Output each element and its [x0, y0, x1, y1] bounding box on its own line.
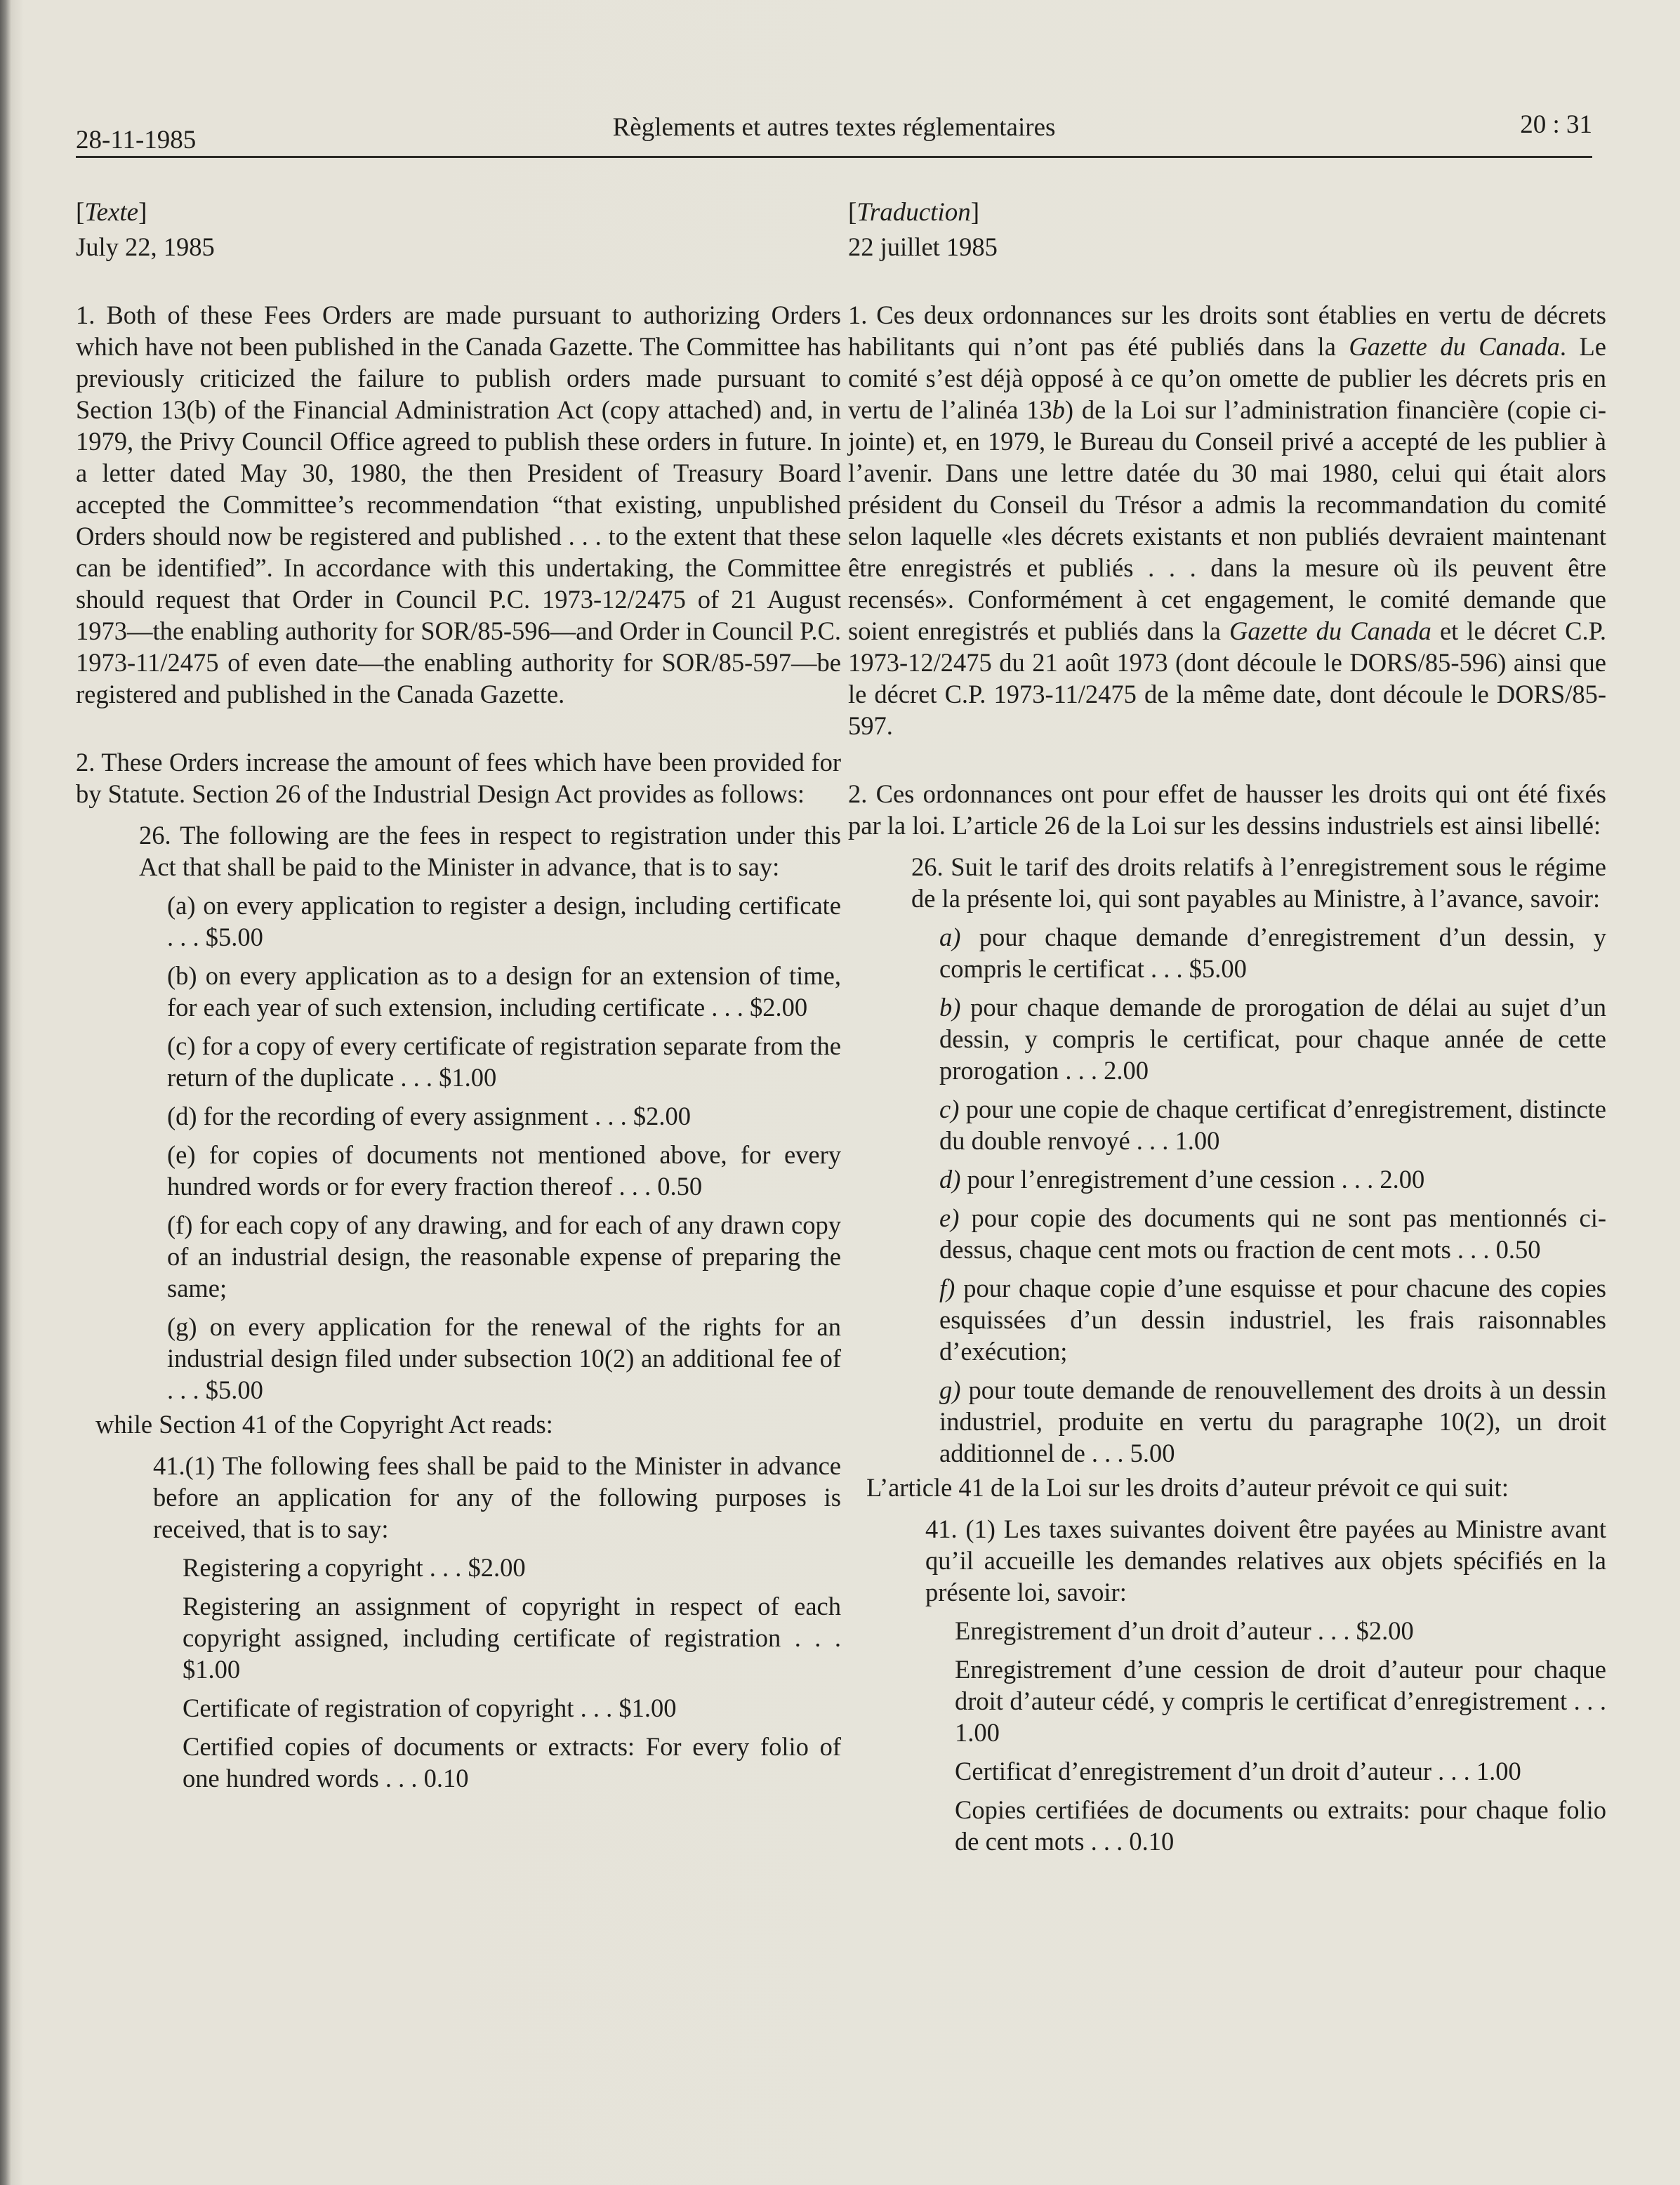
english-tag: [Texte]	[76, 198, 147, 227]
english-s41-intro: 41.(1) The following fees shall be paid to the Minister in advance before an application for any of the following purposes is received, that is to say:	[153, 1451, 841, 1543]
page-header	[76, 105, 1592, 158]
english-date: July 22, 1985	[76, 232, 215, 261]
header-title: Règlements et autres textes réglementaires	[612, 113, 1056, 142]
french-s41-item: Enregistrement d’un droit d’auteur . . . $2.00	[955, 1616, 1414, 1645]
english-s26-item-d: (d) for the recording of every assignment . . . $2.00	[167, 1102, 692, 1130]
french-column	[848, 197, 1606, 1857]
english-s41-item: Certified copies of documents or extracts: For every folio of one hundred words . . . 0.10	[183, 1732, 841, 1793]
french-paragraph-1: 1. Ces deux ordonnances sur les droits sont établies en vertu de décrets habilitants qui n’ont pas été publiés dans la Gazette du Canada. Le comité s’est déjà opposé à ce qu’on omette de publier les décrets pris en vertu de l’alinéa 13b) de la Loi sur l’administration financière (copie ci-jointe) et, en 1979, le Bureau du Conseil privé a accepté de les publier à l’avenir. Dans une lettre datée du 30 mai 1980, celui qui était alors président du Conseil du Trésor a admis la recommandation du comité selon laquelle «les décrets existants et non publiés devraient maintenant être enregistrés et publiés . . . dans la mesure où ils peuvent être recensés». Conformément à cet engagement, le comité demande que soient enregistrés et publiés dans la Gazette du Canada et le décret C.P. 1973-12/2475 du 21 août 1973 (dont découle le DORS/85-596) ainsi que le décret C.P. 1973-11/2475 de la même date, dont découle le DORS/85-597.	[848, 301, 1606, 740]
english-s26-intro: 26. The following are the fees in respect to registration under this Act that shall be paid to the Minister in advance, that is to say:	[139, 821, 841, 881]
french-s26-item-f: f) pour chaque copie d’une esquisse et pour chacune des copies esquissées d’un dessin industriel, les frais raisonnables d’exécution;	[939, 1274, 1606, 1366]
english-s41-item: Registering an assignment of copyright in respect of each copyright assigned, including certificate of registration . . . $1.00	[183, 1592, 841, 1684]
english-s26-item-b: (b) on every application as to a design for an extension of time, for each year of such extension, including certificate . . . $2.00	[167, 961, 841, 1022]
english-s26-item-c: (c) for a copy of every certificate of registration separate from the return of the duplicate . . . $1.00	[167, 1031, 841, 1092]
french-s26-item-b: b) pour chaque demande de prorogation de délai au sujet d’un dessin, y compris le certificat, pour chaque année de cette prorogation . . . 2.00	[939, 993, 1606, 1085]
french-date: 22 juillet 1985	[848, 232, 998, 261]
french-s26-item-a: a) pour chaque demande d’enregistrement d’un dessin, y compris le certificat . . . $5.00	[939, 923, 1606, 983]
header-page-number: 20 : 31	[1520, 110, 1592, 139]
french-s41-intro: 41. (1) Les taxes suivantes doivent être payées au Ministre avant qu’il accueille les demandes relatives aux objets spécifiés en la présente loi, savoir:	[925, 1514, 1606, 1606]
header-date: 28-11-1985	[76, 126, 197, 154]
french-tag: [Traduction]	[848, 198, 980, 227]
english-paragraph-1: 1. Both of these Fees Orders are made pursuant to authorizing Orders which have not been published in the Canada Gazette. The Committee has previously criticized the failure to publish orders made pursuant to Section 13(b) of the Financial Administration Act (copy attached) and, in 1979, the Privy Council Office agreed to publish these orders in future. In a letter dated May 30, 1980, the then President of Treasury Board accepted the Committee’s recommendation “that existing, unpublished Orders should now be registered and published . . . to the extent that these can be identified”. In accordance with this undertaking, the Committee should request that Order in Council P.C. 1973-12/2475 of 21 August 1973—the enabling authority for SOR/85-596—and Order in Council P.C. 1973-11/2475 of even date—the enabling authority for SOR/85-597—be registered and published in the Canada Gazette.	[76, 301, 841, 708]
french-s26-item-g: g) pour toute demande de renouvellement des droits à un dessin industriel, produite en vertu du paragraphe 10(2), un droit additionnel de . . . 5.00	[939, 1375, 1606, 1467]
french-s26-item-c: c) pour une copie de chaque certificat d’enregistrement, distincte du double renvoyé . . . 1.00	[939, 1095, 1606, 1155]
french-s26-item-d: d) pour l’enregistrement d’une cession . . . 2.00	[939, 1165, 1425, 1194]
french-s26-intro: 26. Suit le tarif des droits relatifs à l’enregistrement sous le régime de la présente loi, qui sont payables au Ministre, à l’avance, savoir:	[911, 852, 1606, 913]
english-paragraph-2: 2. These Orders increase the amount of fees which have been provided for by Statute. Section 26 of the Industrial Design Act provides as follows:	[76, 748, 841, 808]
english-column	[76, 197, 841, 1794]
french-s41-lead: L’article 41 de la Loi sur les droits d’auteur prévoit ce qui suit:	[866, 1473, 1509, 1502]
french-s26-item-e: e) pour copie des documents qui ne sont pas mentionnés ci-dessus, chaque cent mots ou fraction de cent mots . . . 0.50	[939, 1203, 1606, 1264]
english-s26-item-g: (g) on every application for the renewal of the rights for an industrial design filed under subsection 10(2) an additional fee of . . . $5.00	[167, 1312, 841, 1404]
english-s41-lead: while Section 41 of the Copyright Act reads:	[95, 1410, 553, 1439]
english-s41-item: Certificate of registration of copyright . . . $1.00	[183, 1694, 677, 1722]
english-s26-item-e: (e) for copies of documents not mentioned above, for every hundred words or for every fraction thereof . . . 0.50	[167, 1140, 841, 1201]
french-s41-item: Enregistrement d’une cession de droit d’auteur pour chaque droit d’auteur cédé, y compris le certificat d’enregistrement . . . 1.00	[955, 1655, 1606, 1747]
french-s41-item: Copies certifiées de documents ou extraits: pour chaque folio de cent mots . . . 0.10	[955, 1795, 1606, 1856]
english-s26-item-f: (f) for each copy of any drawing, and for each of any drawn copy of an industrial design, the reasonable expense of preparing the same;	[167, 1210, 841, 1302]
french-paragraph-2: 2. Ces ordonnances ont pour effet de hausser les droits qui ont été fixés par la loi. L’article 26 de la Loi sur les dessins industriels est ainsi libellé:	[848, 779, 1606, 840]
english-s26-item-a: (a) on every application to register a design, including certificate . . . $5.00	[167, 891, 841, 951]
french-s41-item: Certificat d’enregistrement d’un droit d’auteur . . . 1.00	[955, 1757, 1521, 1785]
english-s41-item: Registering a copyright . . . $2.00	[183, 1553, 526, 1582]
